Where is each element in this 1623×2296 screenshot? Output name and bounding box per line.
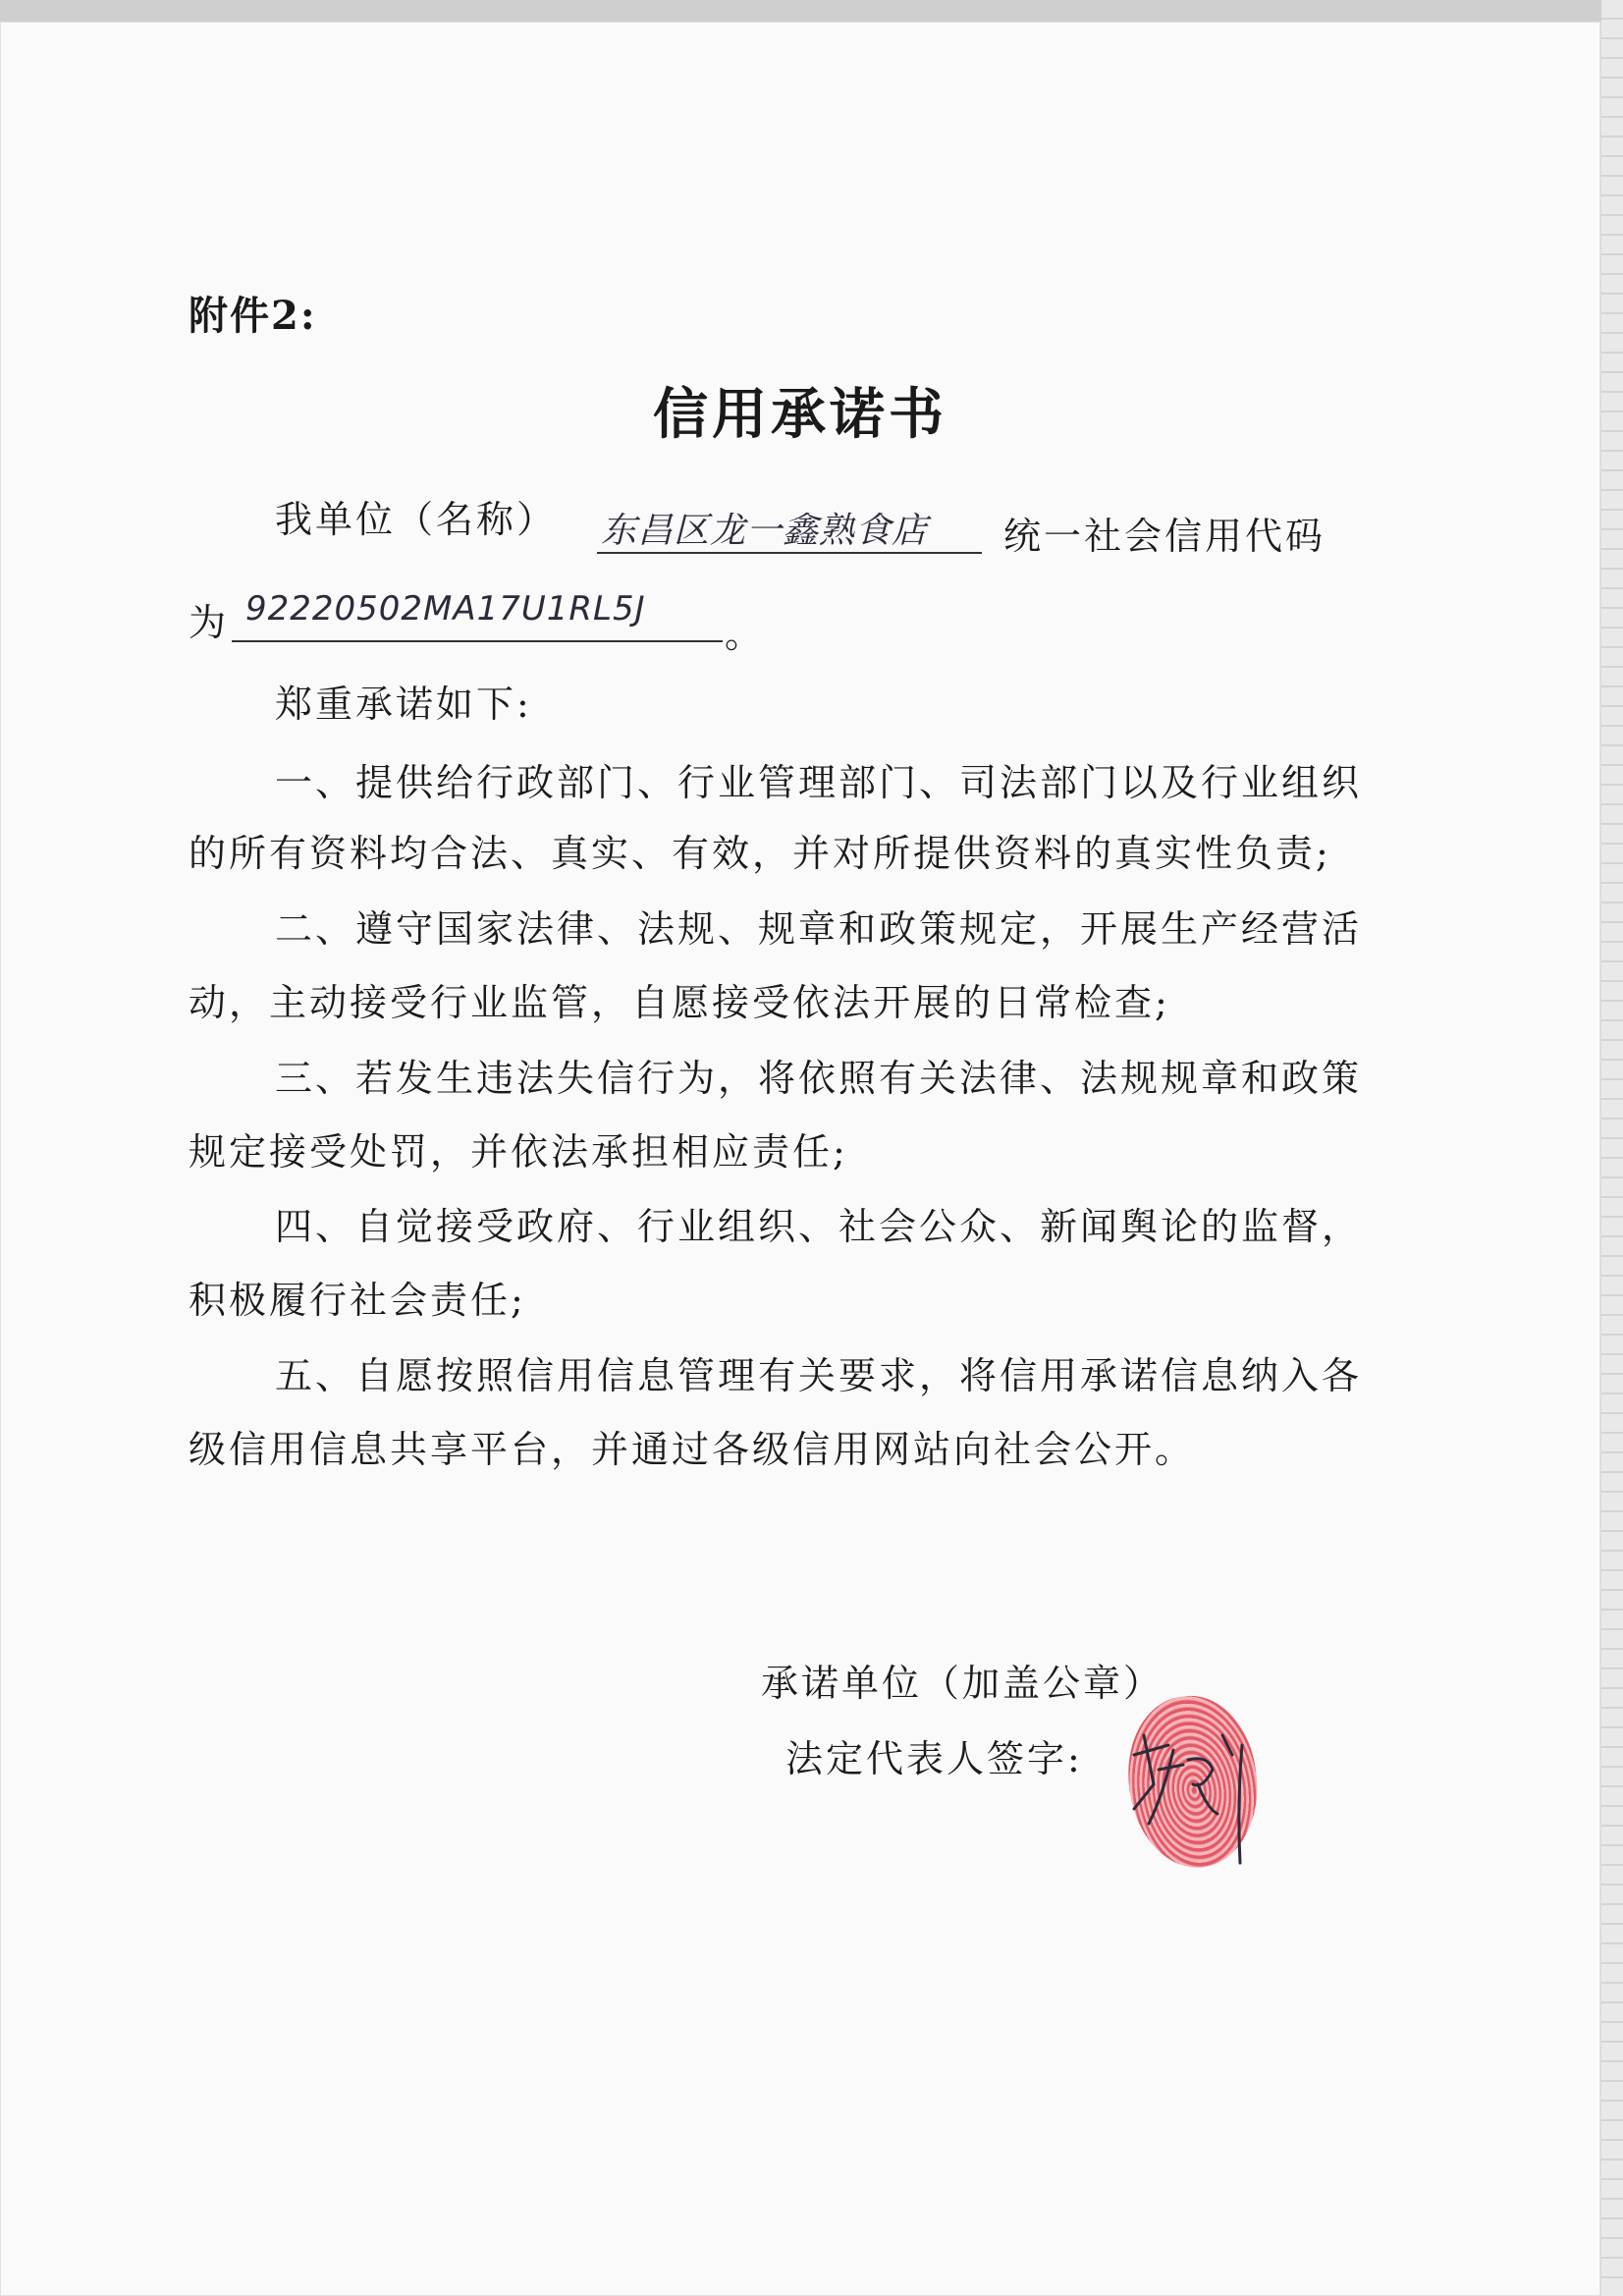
unit-name-handwritten: 东昌区龙一鑫熟食店 xyxy=(601,511,929,551)
promise-item-2-line1: 二、遵守国家法律、法规、规章和政策规定，开展生产经营活 xyxy=(275,907,1363,951)
document-title: 信用承诺书 xyxy=(653,382,947,447)
code-prefix: 为 xyxy=(189,601,230,644)
promise-item-3-line1: 三、若发生违法失信行为，将依照有关法律、法规规章和政策 xyxy=(275,1057,1363,1100)
promise-item-3-line2: 规定接受处罚，并依法承担相应责任; xyxy=(189,1130,848,1174)
commitment-unit-label: 承诺单位（加盖公章） xyxy=(761,1662,1164,1705)
promise-item-4-line1: 四、自觉接受政府、行业组织、社会公众、新闻舆论的监督， xyxy=(275,1205,1363,1248)
promise-item-4-line2: 积极履行社会责任; xyxy=(189,1279,526,1322)
intro-line xyxy=(275,498,558,541)
credit-code-underline xyxy=(232,640,723,642)
unit-name-underline xyxy=(597,552,982,554)
document-page xyxy=(0,22,1600,2296)
promise-item-5-line1: 五、自愿按照信用信息管理有关要求，将信用承诺信息纳入各 xyxy=(275,1354,1363,1397)
promise-item-1-line1: 一、提供给行政部门、行业管理部门、司法部门以及行业组织 xyxy=(275,761,1363,804)
promise-heading: 郑重承诺如下: xyxy=(275,683,532,726)
credit-code-handwritten: 92220502MA17U1RL5J xyxy=(245,589,646,629)
handwritten-signature xyxy=(1114,1716,1262,1873)
code-suffix: 。 xyxy=(725,613,766,656)
promise-item-1-line2: 的所有资料均合法、真实、有效，并对所提供资料的真实性负责; xyxy=(189,832,1331,875)
intro-prefix: 我单位（名称） xyxy=(275,498,558,541)
scan-frame-top xyxy=(0,0,1623,22)
annex-label: 附件2: xyxy=(189,293,317,339)
legal-rep-label: 法定代表人签字: xyxy=(785,1737,1083,1780)
scan-frame-right xyxy=(1601,0,1623,2296)
promise-item-2-line2: 动，主动接受行业监管，自愿接受依法开展的日常检查; xyxy=(189,981,1170,1024)
intro-suffix: 统一社会信用代码 xyxy=(1003,515,1326,558)
promise-item-5-line2: 级信用信息共享平台，并通过各级信用网站向社会公开。 xyxy=(189,1428,1196,1471)
